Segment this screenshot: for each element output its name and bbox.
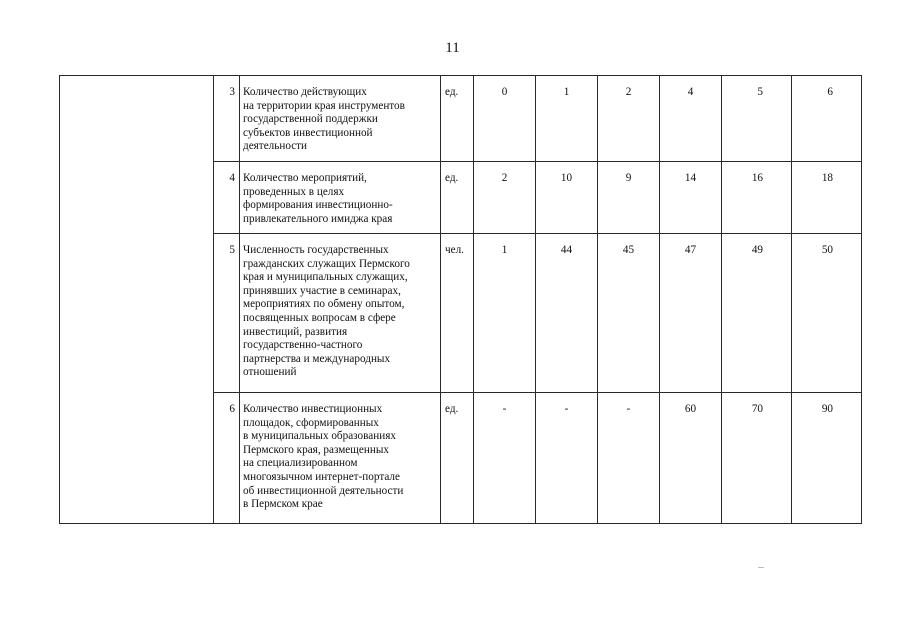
indicator-name: [240, 162, 441, 234]
indicator-name-line: партнерства и международных: [243, 352, 391, 365]
value-cell: -: [536, 393, 598, 524]
value-cell: 10: [536, 162, 598, 234]
value-cell: 0: [474, 76, 536, 162]
indicator-name-line: в муниципальных образованиях: [243, 430, 396, 443]
indicator-name-line: мероприятиях по обмену опытом,: [243, 298, 405, 311]
row-number: 4: [214, 162, 240, 234]
margin-mark: [758, 567, 764, 568]
value-cell: 49: [722, 234, 792, 393]
indicators-table: [59, 75, 862, 524]
unit-cell: ед.: [441, 393, 474, 524]
value-cell: 50: [792, 234, 862, 393]
value-cell: 60: [660, 393, 722, 524]
indicator-name-line: привлекательного имиджа края: [243, 212, 393, 225]
indicator-name-line: площадок, сформированных: [243, 416, 379, 429]
indicator-name: [240, 76, 441, 162]
unit-cell: ед.: [441, 76, 474, 162]
value-cell: 45: [598, 234, 660, 393]
value-cell: 1: [536, 76, 598, 162]
indicator-name-line: на специализированном: [243, 457, 358, 470]
indicator-name-line: Количество действующих: [243, 86, 367, 98]
value-cell: -: [474, 393, 536, 524]
value-cell: 6: [792, 76, 862, 162]
table-row: [60, 76, 862, 162]
indicator-name-line: Численность государственных: [243, 244, 389, 256]
merged-blank-cell: [60, 76, 214, 524]
indicator-name-line: Количество мероприятий,: [243, 172, 367, 184]
indicator-name-line: края и муниципальных служащих,: [243, 271, 408, 284]
indicator-name-line: в Пермском крае: [243, 498, 323, 511]
indicator-name-line: государственной поддержки: [243, 113, 378, 126]
indicator-name-line: посвященных вопросам в сфере: [243, 311, 396, 324]
indicator-name-line: отношений: [243, 366, 297, 379]
value-cell: -: [598, 393, 660, 524]
value-cell: 90: [792, 393, 862, 524]
value-cell: 2: [598, 76, 660, 162]
value-cell: 70: [722, 393, 792, 524]
indicator-name-line: многоязычном интернет-портале: [243, 470, 400, 483]
indicator-name-line: инвестиций, развития: [243, 325, 348, 338]
value-cell: 1: [474, 234, 536, 393]
row-number: 6: [214, 393, 240, 524]
value-cell: 2: [474, 162, 536, 234]
page-number: 11: [445, 40, 460, 56]
value-cell: 5: [722, 76, 792, 162]
indicator-name-line: формирования инвестиционно-: [243, 199, 393, 212]
indicator-name-line: Количество инвестиционных: [243, 403, 383, 415]
indicator-name-line: на территории края инструментов: [243, 99, 405, 112]
indicator-name-line: об инвестиционной деятельности: [243, 484, 404, 497]
value-cell: 47: [660, 234, 722, 393]
indicator-name-line: субъектов инвестиционной: [243, 126, 373, 139]
indicator-name-line: гражданских служащих Пермского: [243, 257, 410, 270]
value-cell: 16: [722, 162, 792, 234]
value-cell: 44: [536, 234, 598, 393]
row-number: 5: [214, 234, 240, 393]
indicator-name-line: принявших участие в семинарах,: [243, 284, 401, 297]
row-number: 3: [214, 76, 240, 162]
value-cell: 14: [660, 162, 722, 234]
unit-cell: ед.: [441, 162, 474, 234]
value-cell: 9: [598, 162, 660, 234]
indicator-name: [240, 393, 441, 524]
unit-cell: чел.: [441, 234, 474, 393]
value-cell: 18: [792, 162, 862, 234]
table-body: [60, 76, 862, 524]
indicator-name-line: деятельности: [243, 140, 308, 153]
value-cell: 4: [660, 76, 722, 162]
indicator-name: [240, 234, 441, 393]
indicator-name-line: проведенных в целях: [243, 185, 345, 198]
indicator-name-line: Пермского края, размещенных: [243, 443, 389, 456]
indicator-name-line: государственно-частного: [243, 339, 363, 352]
